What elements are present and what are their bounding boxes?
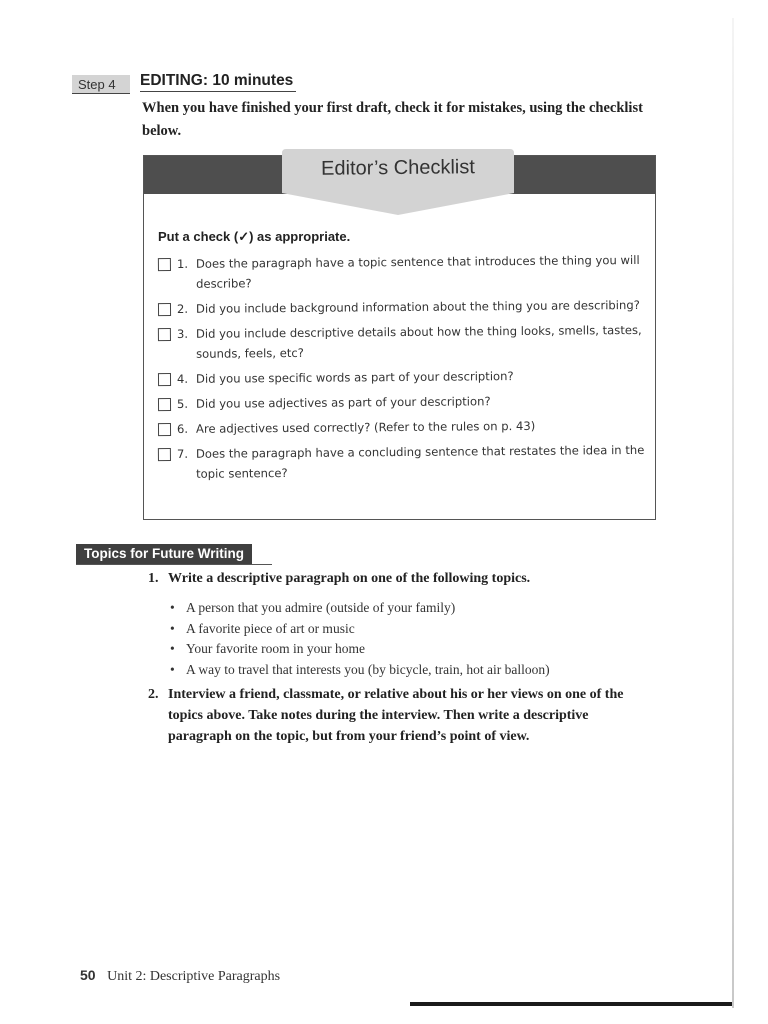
checkbox-icon[interactable] [158, 398, 171, 411]
topics-header-rule [76, 564, 272, 565]
bullet-icon: • [170, 620, 175, 636]
bullet-text: A way to travel that interests you (by bicycle, train, hot air balloon) [186, 661, 550, 677]
step-title: EDITING: 10 minutes [140, 72, 296, 92]
checklist-item-6 [158, 415, 648, 439]
checklist-item-3 [158, 320, 648, 364]
checklist-title: Editor’s Checklist [320, 156, 475, 180]
bullet-icon: • [170, 600, 175, 615]
checklist-item-1 [158, 250, 648, 294]
checklist-item-2 [158, 295, 648, 319]
editors-checklist-box [143, 155, 656, 520]
item-text: Does the paragraph have a concluding sentence that restates the idea in the topic sentence? [195, 442, 645, 481]
bottom-page-rule [410, 1002, 732, 1006]
topic-bullet-1 [168, 598, 638, 619]
item-number: 5. [176, 396, 189, 411]
page-footer [80, 967, 280, 985]
bullet-icon: • [170, 661, 175, 677]
page-number: 50 [80, 967, 96, 983]
step-label: Step 4 [72, 75, 130, 94]
task-text: Write a descriptive paragraph on one of the following topics. [168, 571, 531, 586]
step-instructions: When you have finished your first draft, check it for mistakes, using the checklist below. [142, 100, 643, 139]
bullet-icon: • [170, 641, 175, 656]
topic-bullet-3 [168, 639, 638, 660]
checklist-item-7 [158, 440, 648, 484]
task-text: Interview a friend, classmate, or relative about his or her views on one of the topics above. Take notes during the interview. Then write a descriptive paragraph on the topic, but from your friend’s point of view. [168, 687, 624, 744]
item-text: Did you use specific words as part of your description? [195, 369, 514, 386]
item-text: Are adjectives used correctly? (Refer to the rules on p. 43) [195, 418, 536, 436]
item-text: Did you include background information about the thing you are describing? [195, 297, 640, 316]
running-footer-title: Unit 2: Descriptive Paragraphs [107, 969, 281, 984]
task-number: 2. [148, 687, 159, 702]
item-text: Did you use adjectives as part of your description? [195, 394, 491, 411]
writing-task-1 [148, 568, 648, 589]
checklist-title-tab [282, 149, 514, 217]
item-number: 7. [176, 446, 189, 461]
checklist-item-4 [158, 365, 648, 389]
item-number: 6. [176, 421, 189, 436]
checkbox-icon[interactable] [158, 258, 171, 271]
item-number: 1. [176, 256, 189, 271]
checklist-item-5 [158, 390, 648, 414]
checkbox-icon[interactable] [158, 423, 171, 436]
bullet-text: A favorite piece of art or music [186, 620, 355, 636]
item-text: Does the paragraph have a topic sentence that introduces the thing you will describe? [195, 252, 640, 291]
topic-bullet-list [168, 598, 638, 680]
task-number: 1. [148, 571, 159, 586]
checklist-items [158, 252, 648, 487]
checkbox-icon[interactable] [158, 328, 171, 341]
topic-bullet-2 [168, 619, 638, 640]
page-edge-shadow [732, 18, 734, 1008]
checkbox-icon[interactable] [158, 448, 171, 461]
topic-bullet-4 [168, 660, 638, 681]
checkbox-icon[interactable] [158, 373, 171, 386]
item-number: 2. [176, 301, 189, 316]
bullet-text: Your favorite room in your home [186, 641, 365, 656]
writing-task-2 [148, 684, 648, 747]
topics-section-header: Topics for Future Writing [76, 544, 252, 564]
bullet-text: A person that you admire (outside of your family) [186, 600, 456, 615]
item-number: 3. [176, 326, 189, 341]
checkbox-icon[interactable] [158, 303, 171, 316]
item-text: Did you include descriptive details about how the thing looks, smells, tastes, sounds, feels, etc? [195, 322, 642, 361]
item-number: 4. [176, 371, 189, 386]
checklist-instruction: Put a check (✓) as appropriate. [158, 229, 351, 244]
